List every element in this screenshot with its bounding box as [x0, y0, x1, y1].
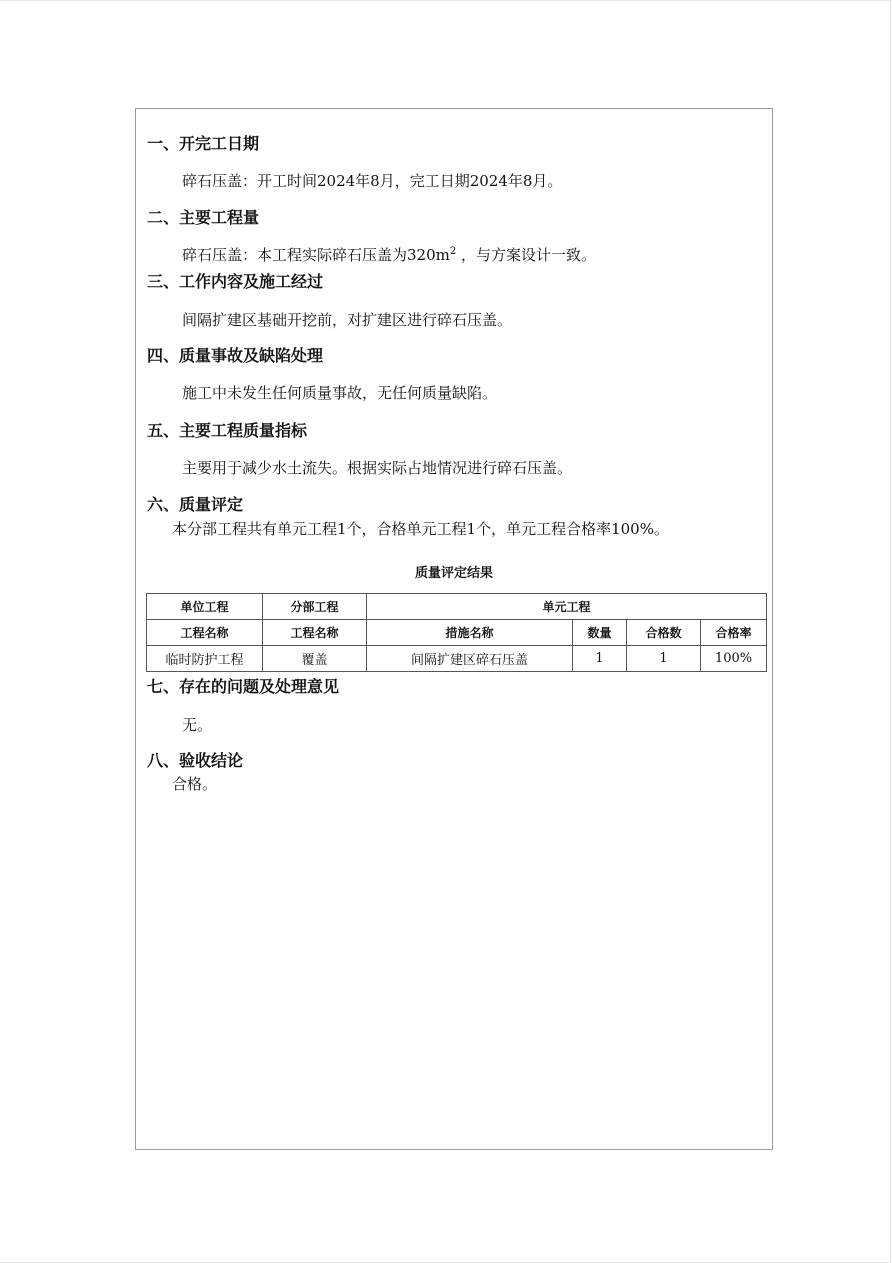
cell-qualified-count: 1	[627, 646, 701, 672]
header-quantity: 数量	[573, 620, 627, 646]
section-heading-5: 五、主要工程质量指标	[147, 421, 308, 440]
header-qualified-count: 合格数	[627, 620, 701, 646]
header-project-name-2: 工程名称	[263, 620, 367, 646]
header-measure-name: 措施名称	[367, 620, 573, 646]
section-heading-4: 四、质量事故及缺陷处理	[147, 346, 324, 365]
section-body-7: 无。	[182, 716, 213, 734]
section-heading-2: 二、主要工程量	[147, 208, 260, 227]
section-body-4: 施工中未发生任何质量事故，无任何质量缺陷。	[182, 384, 498, 402]
section-heading-3: 三、工作内容及施工经过	[147, 272, 324, 291]
section-body-2	[182, 245, 596, 265]
cell-unit-project: 临时防护工程	[147, 646, 263, 672]
section-body-6: 本分部工程共有单元工程1个，合格单元工程1个，单元工程合格率100%。	[172, 520, 669, 538]
header-project-name-1: 工程名称	[147, 620, 263, 646]
section-heading-1: 一、开完工日期	[147, 134, 260, 153]
quality-result-table	[146, 593, 767, 672]
cell-measure-name: 间隔扩建区碎石压盖	[367, 646, 573, 672]
section-heading-6: 六、质量评定	[147, 495, 244, 514]
section-heading-7: 七、存在的问题及处理意见	[147, 677, 340, 696]
cell-sub-project: 覆盖	[263, 646, 367, 672]
section-body-5: 主要用于减少水土流失。根据实际占地情况进行碎石压盖。	[182, 459, 573, 477]
document-frame	[135, 108, 773, 1150]
section-body-2-suffix: ，与方案设计一致。	[456, 246, 597, 264]
header-unit-element: 单元工程	[367, 594, 767, 620]
section-body-8: 合格。	[172, 775, 218, 793]
cell-quantity: 1	[573, 646, 627, 672]
header-sub-project: 分部工程	[263, 594, 367, 620]
section-heading-8: 八、验收结论	[147, 751, 244, 770]
table-sub-header-row	[147, 620, 767, 646]
header-pass-rate: 合格率	[701, 620, 767, 646]
header-unit-project: 单位工程	[147, 594, 263, 620]
section-body-3: 间隔扩建区基础开挖前，对扩建区进行碎石压盖。	[182, 311, 513, 329]
cell-pass-rate: 100%	[701, 646, 767, 672]
table-row	[147, 646, 767, 672]
section-body-2-text: 碎石压盖：本工程实际碎石压盖为320m	[182, 246, 450, 264]
table-group-header-row	[147, 594, 767, 620]
superscript: 2	[449, 246, 457, 257]
table-title: 质量评定结果	[414, 566, 493, 581]
section-body-1: 碎石压盖：开工时间2024年8月，完工日期2024年8月。	[182, 172, 563, 190]
